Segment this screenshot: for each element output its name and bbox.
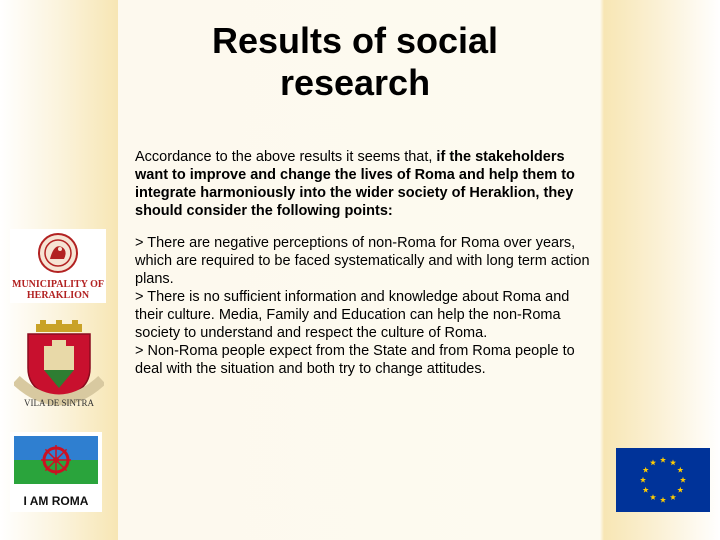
roma-flag-icon: [10, 432, 102, 488]
heraklion-caption-line-2: HERAKLION: [26, 290, 90, 301]
roma-logo: [10, 432, 102, 512]
intro-normal: Accordance to the above results it seems that,: [135, 149, 433, 165]
point-2: > There is no sufficient information and knowledge about Roma and their culture. Media, Family and Education can help the non-Roma society to understand and respect the culture of Roma.: [135, 289, 570, 341]
roma-caption: I AM ROMA: [23, 494, 89, 508]
eu-flag: [616, 448, 710, 512]
title-line-1: Results of social: [211, 20, 499, 61]
heraklion-caption-line-1: MUNICIPALITY OF: [12, 279, 104, 290]
title-line-2: research: [279, 62, 431, 103]
intro-paragraph: [135, 148, 590, 220]
heraklion-caption: [10, 279, 106, 301]
heraklion-seal-icon: [10, 229, 106, 279]
heraklion-logo: [10, 229, 106, 303]
intro-bold: if the stakeholders want to improve and change the lives of Roma and help them to integrate harmoniously into the wider society of Heraklion, they should consider the following points:: [135, 149, 575, 219]
sintra-coat-of-arms-icon: [14, 320, 104, 412]
slide-title: [150, 20, 560, 104]
eu-flag-icon: [616, 448, 710, 512]
point-3: > Non-Roma people expect from the State and from Roma people to deal with the situation and both try to change attitudes.: [135, 343, 575, 377]
body-text: [135, 148, 590, 378]
sintra-logo: [14, 320, 104, 412]
sintra-caption: VILA DE SINTRA: [24, 398, 94, 408]
point-1: > There are negative perceptions of non-Roma for Roma over years, which are required to be faced systematically and with long term action plans.: [135, 235, 590, 287]
